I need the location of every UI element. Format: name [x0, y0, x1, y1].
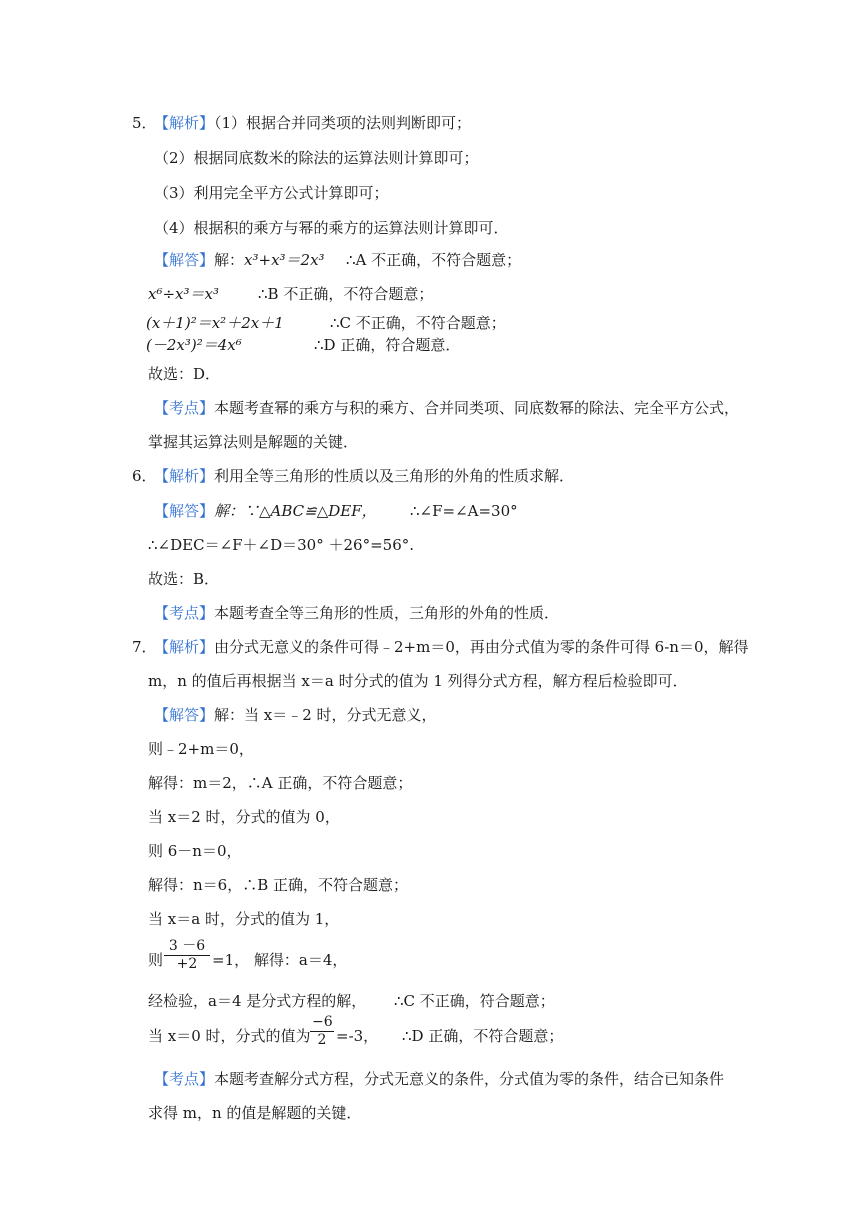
q6-solution-text-1: 解：∵△ABC≌△DEF，	[214, 502, 377, 520]
q6-analysis-line	[154, 466, 574, 486]
q7-solution-line-7: 当 x＝a 时，分式的值为 1，	[148, 910, 340, 928]
point-tag: 【考点】	[154, 399, 215, 417]
q6-solution-line-1	[154, 501, 377, 521]
q5-analysis-line-2: （2）根据同底数米的除法的运算法则计算即可；	[154, 149, 479, 167]
q7-point-line-2: 求得 m，n 的值是解题的关键．	[148, 1104, 362, 1122]
q7-solution-line-3: 解得：m＝2，∴A 正确，不符合题意；	[148, 774, 413, 792]
q7-analysis-line-1	[154, 637, 748, 657]
q7-point-line-1	[154, 1069, 724, 1089]
q6-number: 6．	[132, 467, 157, 485]
q6-analysis-text: 利用全等三角形的性质以及三角形的外角的性质求解．	[214, 467, 575, 485]
solution-tag: 【解答】	[154, 502, 215, 520]
q5-equation-c: (x＋1)²＝x²＋2x＋1	[146, 314, 284, 332]
q7-fraction-1-numerator: 3 －6	[164, 938, 210, 956]
solution-tag: 【解答】	[154, 706, 215, 724]
q7-solution-line-4: 当 x＝2 时，分式的值为 0，	[148, 808, 340, 826]
q7-solution-line-5: 则 6－n＝0，	[148, 842, 242, 860]
q5-point-line-1	[154, 398, 739, 418]
q5-equation-b: x⁶÷x³＝x³	[148, 285, 219, 303]
q5-equation-a: x³+x³＝2x³	[244, 251, 325, 269]
q7-fraction-2	[310, 1014, 334, 1049]
q7-solution-line-10-suffix: =-3，	[336, 1027, 379, 1045]
q7-fraction-2-numerator: −6	[312, 1014, 333, 1030]
point-tag: 【考点】	[154, 1070, 215, 1088]
q5-analysis-line-3: （3）利用完全平方公式计算即可；	[154, 184, 389, 202]
q6-point-text: 本题考查全等三角形的性质，三角形的外角的性质．	[214, 604, 560, 622]
q7-fraction-1	[164, 938, 210, 973]
q5-conclusion-d: ∴D 正确，符合题意．	[314, 336, 461, 354]
q7-solution-text-1: 解：当 x＝﹣2 时，分式无意义，	[214, 706, 437, 724]
q5-answer: 故选：D．	[148, 365, 221, 383]
q7-solution-line-9: 经检验，a＝4 是分式方程的解，	[148, 992, 367, 1010]
q5-conclusion-c: ∴C 不正确，不符合题意；	[330, 314, 506, 332]
solution-tag: 【解答】	[154, 251, 215, 269]
q5-conclusion-b: ∴B 不正确，不符合题意；	[258, 285, 434, 303]
q6-answer: 故选：B．	[148, 570, 220, 588]
q7-solution-line-10b: ∴D 正确，不符合题意；	[402, 1027, 564, 1045]
point-tag: 【考点】	[154, 604, 215, 622]
q7-fraction-1-denominator: +2	[176, 956, 198, 972]
q7-solution-line-8-suffix: =1， 解得：a＝4，	[212, 951, 348, 969]
q5-conclusion-a: ∴A 不正确，不符合题意；	[346, 251, 522, 269]
q7-analysis-text-1: 由分式无意义的条件可得﹣2+m＝0，再由分式值为零的条件可得 6-n＝0，解得	[214, 638, 749, 656]
q7-point-text-1: 本题考查解分式方程，分式无意义的条件，分式值为零的条件，结合已知条件	[214, 1070, 725, 1088]
q7-number: 7．	[132, 638, 157, 656]
q6-solution-text-1b: ∴∠F=∠A=30°	[410, 502, 518, 520]
q7-solution-line-1	[154, 705, 437, 725]
q5-analysis-line-4: （4）根据积的乘方与幂的乘方的运算法则计算即可．	[154, 219, 509, 237]
q7-solution-line-8-prefix: 则	[148, 951, 164, 969]
q7-solution-line-6: 解得：n＝6，∴B 正确，不符合题意；	[148, 876, 408, 894]
q5-analysis-line-1	[154, 113, 471, 133]
q5-solution-prefix: 解：	[214, 251, 245, 269]
q7-solution-line-9b: ∴C 不正确，符合题意；	[394, 992, 555, 1010]
q7-solution-line-2: 则﹣2+m＝0，	[148, 740, 254, 758]
analysis-tag: 【解析】	[154, 467, 215, 485]
q5-analysis-text-1: （1）根据合并同类项的法则判断即可；	[214, 114, 472, 132]
q7-analysis-line-2: m，n 的值后再根据当 x＝a 时分式的值为 1 列得分式方程，解方程后检验即可．	[148, 672, 688, 690]
q6-point-line	[154, 603, 559, 623]
q5-number: 5．	[132, 114, 157, 132]
analysis-tag: 【解析】	[154, 114, 215, 132]
q5-point-text-1: 本题考查幂的乘方与积的乘方、合并同类项、同底数幂的除法、完全平方公式，	[214, 399, 740, 417]
q7-fraction-2-denominator: 2	[317, 1032, 327, 1048]
q5-point-line-2: 掌握其运算法则是解题的关键．	[148, 433, 359, 451]
q5-equation-d: (－2x³)²＝4x⁶	[146, 336, 242, 354]
analysis-tag: 【解析】	[154, 638, 215, 656]
q7-solution-line-10-prefix: 当 x＝0 时，分式的值为	[148, 1027, 311, 1045]
q5-solution-line-a	[154, 250, 325, 270]
q6-solution-line-2: ∴∠DEC＝∠F＋∠D＝30° ＋26°=56°.	[148, 536, 415, 554]
